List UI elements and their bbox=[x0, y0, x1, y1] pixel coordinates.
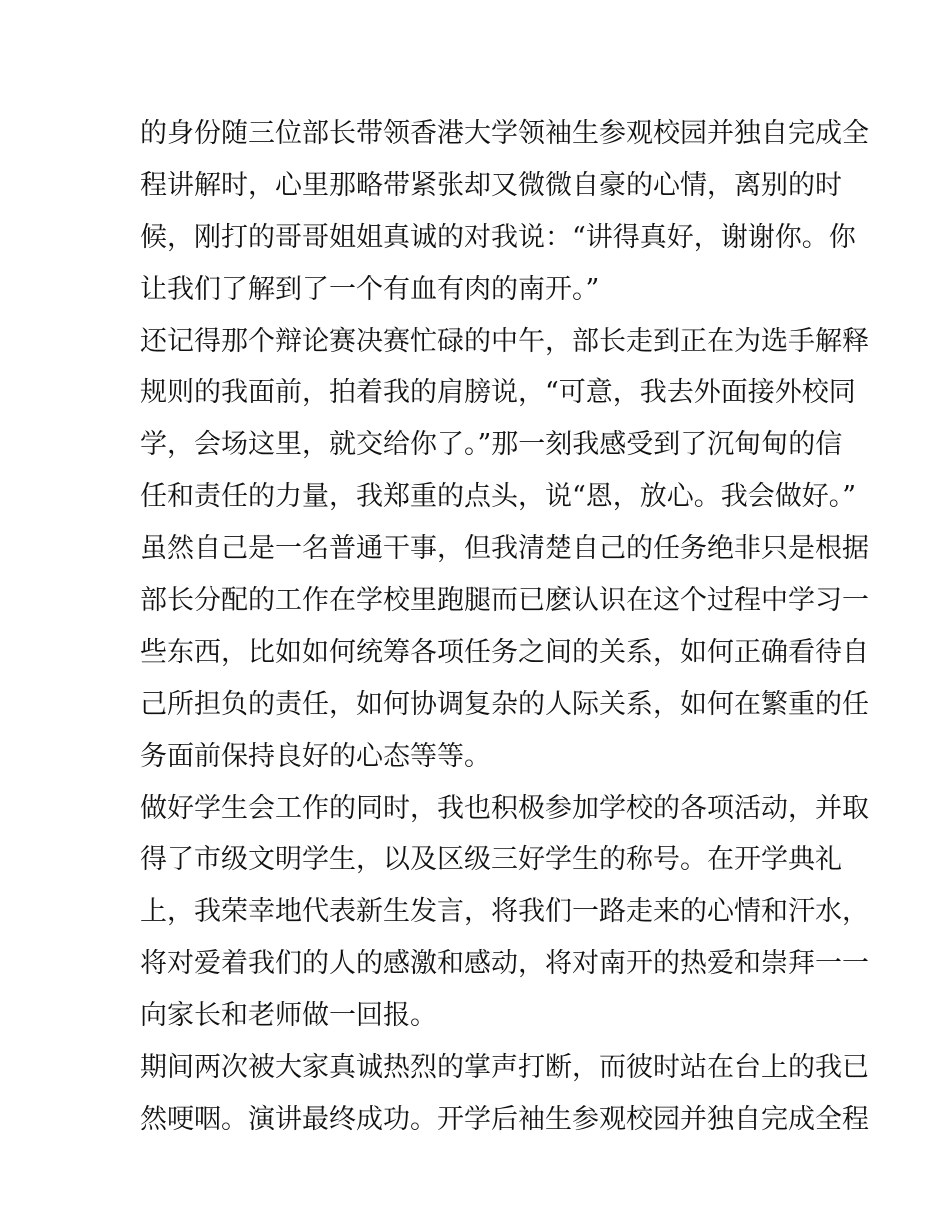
text-line: 的身份随三位部长带领香港大学领袖生参观校园并独自完成全 bbox=[140, 118, 869, 149]
text-line: 程讲解时，心里那略带紧张却又微微自豪的心情，离别的时 bbox=[140, 169, 842, 201]
text-line: 部长分配的工作在学校里跑腿而已麽认识在这个过程中学习一 bbox=[140, 585, 869, 617]
text-line: 向家长和老师做一回报。 bbox=[140, 1000, 437, 1032]
text-line: 还记得那个辩论赛决赛忙碌的中午，部长走到正在为选手解释 bbox=[140, 325, 869, 357]
text-line: 学，会场这里，就交给你了。”那一刻我感受到了沉甸甸的信 bbox=[140, 429, 843, 461]
text-line: 得了市级文明学生，以及区级三好学生的称号。在开学典礼 bbox=[140, 844, 842, 876]
text-line: 上，我荣幸地代表新生发言，将我们一路走来的心情和汗水， bbox=[140, 896, 869, 928]
text-line: 任和责任的力量，我郑重的点头，说“恩，放心。我会做好。” bbox=[140, 481, 857, 513]
text-line: 候，刚打的哥哥姐姐真诚的对我说：“讲得真好，谢谢你。你 bbox=[140, 221, 856, 253]
text-line: 然哽咽。演讲最终成功。开学后袖生参观校园并独自完成全程 bbox=[140, 1103, 869, 1135]
document-body bbox=[140, 108, 869, 1146]
text-line: 让我们了解到了一个有血有肉的南开。” bbox=[140, 273, 600, 305]
text-line: 务面前保持良好的心态等等。 bbox=[140, 740, 491, 772]
text-line: 些东西，比如如何统筹各项任务之间的关系，如何正确看待自 bbox=[140, 636, 869, 668]
text-line: 规则的我面前，拍着我的肩膀说，“可意，我去外面接外校同 bbox=[140, 377, 856, 409]
text-line: 做好学生会工作的同时，我也积极参加学校的各项活动，并取 bbox=[140, 792, 869, 824]
text-line: 己所担负的责任，如何协调复杂的人际关系，如何在繁重的任 bbox=[140, 688, 869, 720]
text-line: 虽然自己是一名普通干事，但我清楚自己的任务绝非只是根据 bbox=[140, 533, 869, 565]
text-line: 期间两次被大家真诚热烈的掌声打断，而彼时站在台上的我已 bbox=[140, 1052, 869, 1084]
text-line: 将对爱着我们的人的感激和感动，将对南开的热爱和崇拜一一 bbox=[140, 948, 869, 980]
